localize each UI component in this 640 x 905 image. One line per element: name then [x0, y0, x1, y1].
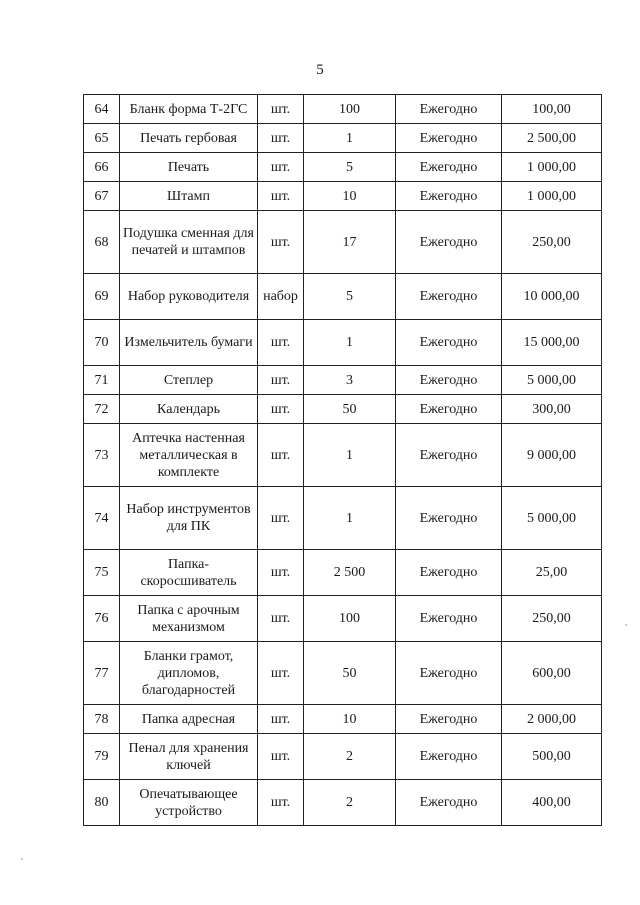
cell-unit: шт.	[258, 550, 304, 596]
cell-number: 77	[84, 642, 120, 705]
scan-speck	[625, 624, 627, 626]
cell-price: 400,00	[502, 780, 602, 826]
cell-price: 1 000,00	[502, 153, 602, 182]
cell-price: 10 000,00	[502, 274, 602, 320]
table-body	[84, 95, 602, 826]
table-row	[84, 320, 602, 366]
cell-period: Ежегодно	[396, 395, 502, 424]
table-row	[84, 424, 602, 487]
cell-period: Ежегодно	[396, 124, 502, 153]
cell-unit: шт.	[258, 124, 304, 153]
table-row	[84, 734, 602, 780]
cell-quantity: 1	[304, 487, 396, 550]
table-row	[84, 705, 602, 734]
cell-quantity: 100	[304, 596, 396, 642]
cell-price: 9 000,00	[502, 424, 602, 487]
cell-price: 500,00	[502, 734, 602, 780]
cell-name: Аптечка настенная металлическая в комплекте	[120, 424, 258, 487]
cell-number: 76	[84, 596, 120, 642]
page-number: 5	[316, 62, 324, 78]
cell-period: Ежегодно	[396, 705, 502, 734]
cell-quantity: 17	[304, 211, 396, 274]
cell-period: Ежегодно	[396, 211, 502, 274]
cell-period: Ежегодно	[396, 780, 502, 826]
cell-number: 78	[84, 705, 120, 734]
cell-unit: шт.	[258, 95, 304, 124]
cell-name: Печать	[120, 153, 258, 182]
cell-number: 65	[84, 124, 120, 153]
cell-number: 64	[84, 95, 120, 124]
cell-number: 66	[84, 153, 120, 182]
cell-price: 2 000,00	[502, 705, 602, 734]
cell-unit: шт.	[258, 366, 304, 395]
cell-period: Ежегодно	[396, 274, 502, 320]
cell-number: 67	[84, 182, 120, 211]
cell-number: 80	[84, 780, 120, 826]
cell-unit: шт.	[258, 395, 304, 424]
cell-quantity: 5	[304, 153, 396, 182]
table-row	[84, 395, 602, 424]
cell-price: 25,00	[502, 550, 602, 596]
cell-name: Штамп	[120, 182, 258, 211]
cell-quantity: 3	[304, 366, 396, 395]
cell-unit: набор	[258, 274, 304, 320]
cell-number: 68	[84, 211, 120, 274]
cell-unit: шт.	[258, 182, 304, 211]
cell-quantity: 2	[304, 734, 396, 780]
cell-quantity: 2	[304, 780, 396, 826]
table-row	[84, 596, 602, 642]
cell-period: Ежегодно	[396, 153, 502, 182]
cell-unit: шт.	[258, 320, 304, 366]
cell-period: Ежегодно	[396, 424, 502, 487]
cell-quantity: 50	[304, 395, 396, 424]
scan-speck	[21, 858, 23, 860]
cell-name: Папка с арочным механизмом	[120, 596, 258, 642]
cell-quantity: 100	[304, 95, 396, 124]
cell-period: Ежегодно	[396, 734, 502, 780]
table-row	[84, 780, 602, 826]
cell-number: 79	[84, 734, 120, 780]
cell-unit: шт.	[258, 705, 304, 734]
cell-number: 73	[84, 424, 120, 487]
cell-name: Папка-скоросшиватель	[120, 550, 258, 596]
table-row	[84, 182, 602, 211]
cell-name: Измельчитель бумаги	[120, 320, 258, 366]
cell-quantity: 10	[304, 705, 396, 734]
cell-name: Бланк форма Т-2ГС	[120, 95, 258, 124]
cell-price: 100,00	[502, 95, 602, 124]
cell-period: Ежегодно	[396, 550, 502, 596]
cell-quantity: 1	[304, 124, 396, 153]
cell-unit: шт.	[258, 780, 304, 826]
cell-number: 71	[84, 366, 120, 395]
cell-unit: шт.	[258, 734, 304, 780]
cell-unit: шт.	[258, 211, 304, 274]
cell-unit: шт.	[258, 642, 304, 705]
cell-number: 72	[84, 395, 120, 424]
cell-number: 69	[84, 274, 120, 320]
table-row	[84, 274, 602, 320]
cell-number: 70	[84, 320, 120, 366]
cell-price: 600,00	[502, 642, 602, 705]
cell-price: 250,00	[502, 596, 602, 642]
table-row	[84, 124, 602, 153]
cell-price: 5 000,00	[502, 487, 602, 550]
table-row	[84, 95, 602, 124]
cell-name: Степлер	[120, 366, 258, 395]
cell-period: Ежегодно	[396, 320, 502, 366]
cell-unit: шт.	[258, 487, 304, 550]
cell-price: 5 000,00	[502, 366, 602, 395]
cell-name: Набор инструментов для ПК	[120, 487, 258, 550]
cell-price: 15 000,00	[502, 320, 602, 366]
cell-unit: шт.	[258, 596, 304, 642]
cell-period: Ежегодно	[396, 596, 502, 642]
cell-name: Набор руководителя	[120, 274, 258, 320]
cell-unit: шт.	[258, 424, 304, 487]
cell-period: Ежегодно	[396, 366, 502, 395]
table-row	[84, 642, 602, 705]
table-row	[84, 487, 602, 550]
cell-quantity: 2 500	[304, 550, 396, 596]
table-row	[84, 550, 602, 596]
cell-name: Опечатывающее устройство	[120, 780, 258, 826]
cell-number: 74	[84, 487, 120, 550]
items-table	[83, 94, 602, 826]
cell-unit: шт.	[258, 153, 304, 182]
table-row	[84, 153, 602, 182]
table-row	[84, 211, 602, 274]
cell-quantity: 1	[304, 320, 396, 366]
cell-name: Папка адресная	[120, 705, 258, 734]
cell-price: 300,00	[502, 395, 602, 424]
cell-number: 75	[84, 550, 120, 596]
cell-price: 1 000,00	[502, 182, 602, 211]
cell-period: Ежегодно	[396, 642, 502, 705]
cell-name: Бланки грамот, дипломов, благодарностей	[120, 642, 258, 705]
cell-quantity: 10	[304, 182, 396, 211]
cell-period: Ежегодно	[396, 95, 502, 124]
cell-price: 250,00	[502, 211, 602, 274]
cell-name: Печать гербовая	[120, 124, 258, 153]
cell-name: Пенал для хранения ключей	[120, 734, 258, 780]
table-row	[84, 366, 602, 395]
cell-period: Ежегодно	[396, 487, 502, 550]
cell-quantity: 5	[304, 274, 396, 320]
cell-price: 2 500,00	[502, 124, 602, 153]
cell-name: Календарь	[120, 395, 258, 424]
cell-name: Подушка сменная для печатей и штампов	[120, 211, 258, 274]
cell-quantity: 50	[304, 642, 396, 705]
cell-period: Ежегодно	[396, 182, 502, 211]
cell-quantity: 1	[304, 424, 396, 487]
